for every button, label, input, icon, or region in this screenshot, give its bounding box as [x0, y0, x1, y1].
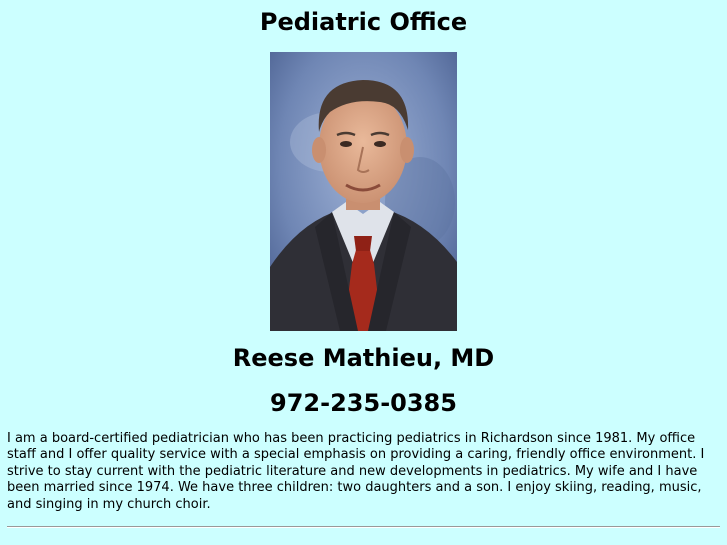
- biography-paragraph: I am a board-certified pediatrician who has been practicing pediatrics in Richardson since 1981. My office staff and I offer quality service with a special emphasis on providing a caring, friendly office environment. I strive to stay current with the pediatric literature and new developments in pediatrics. My wife and I have been married since 1974. We have three children: two daughters and a son. I enjoy skiing, reading, music, and singing in my church choir.: [7, 431, 705, 512]
- doctor-portrait-photo: [270, 52, 457, 331]
- horizontal-divider: [7, 526, 720, 528]
- doctor-name: Reese Mathieu, MD: [232, 344, 495, 372]
- phone-number: 972-235-0385: [270, 389, 457, 417]
- page-title: Pediatric Office: [259, 8, 468, 36]
